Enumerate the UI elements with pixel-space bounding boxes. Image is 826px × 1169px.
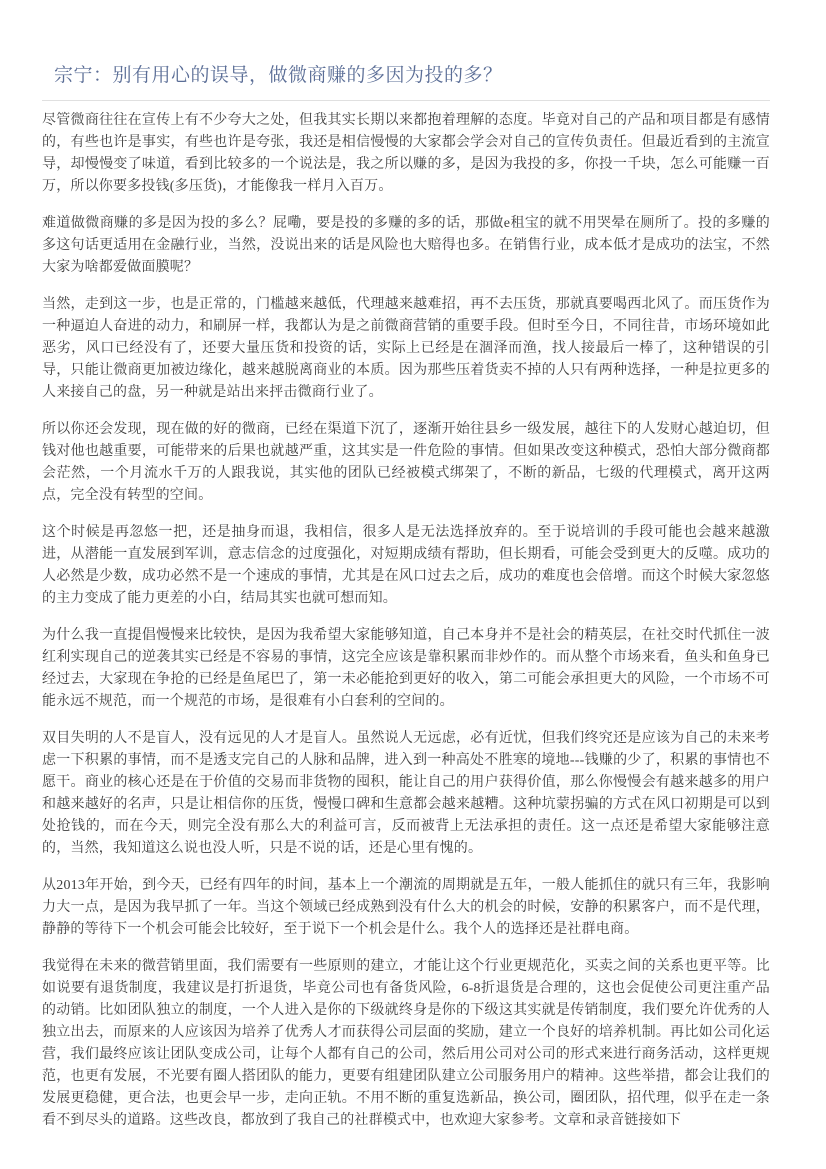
article-paragraph-3: 当然，走到这一步，也是正常的，门槛越来越低，代理越来越难招，再不去压货，那就真要喝西北风了。而压货作为一种逼迫人奋进的动力，和刷屏一样，我都认为是之前微商营销的重要手段。但时至今日，不同往昔，市场环境如此恶劣，风口已经没有了，还要大量压货和投资的话，实际上已经是在涸泽而渔，找人接最后一棒了，这种错误的引导，只能让微商更加被边缘化，越来越脱离商业的本质。因为那些压着货卖不掉的人只有两种选择，一种是拉更多的人来接自己的盘，另一种就是站出来抨击微商行业了。	[42, 297, 770, 400]
article-paragraph-9: 我觉得在未来的微营销里面，我们需要有一些原则的建立，才能让这个行业更规范化，买卖之间的关系也更平等。比如说要有退货制度，我建议是打折退货，毕竟公司也有备货风险，6-8折退货是合理的，这也会促使公司更注重产品的动销。比如团队独立的制度，一个人进入是你的下级就终身是你的下级这其实就是传销制度，我们要允许优秀的人独立出去，而原来的人应该因为培养了优秀人才而获得公司层面的奖励，建立一个良好的培养机制。再比如公司化运营，我们最终应该让团队变成公司，让每个人都有自己的公司，然后用公司对公司的形式来进行商务活动，这样更规范，也更有发展，不光要有圈人搭团队的能力，更要有组建团队建立公司服务用户的精神。这些举措，都会让我们的发展更稳健，更合法，也更会早一步，走向正轨。不用不断的重复选新品，换公司，圈团队，招代理，似乎在走一条看不到尽头的道路。这些改良，都放到了我自己的社群模式中，也欢迎大家参考。文章和录音链接如下	[42, 959, 770, 1128]
article-paragraph-5: 这个时候是再忽悠一把，还是抽身而退，我相信，很多人是无法选择放弃的。至于说培训的手段可能也会越来越激进，从潜能一直发展到军训，意志信念的过度强化，对短期成绩有帮助，但长期看，可能会受到更大的反噬。成功的人必然是少数，成功必然不是一个速成的事情，尤其是在风口过去之后，成功的难度也会倍增。而这个时候大家忽悠的主力变成了能力更差的小白，结局其实也就可想而知。	[42, 525, 770, 606]
article-paragraph-4: 所以你还会发现，现在做的好的微商，已经在渠道下沉了，逐渐开始往县乡一级发展，越往下的人发财心越迫切，但钱对他也越重要，可能带来的后果也就越严重，这其实是一件危险的事情。但如果改变这种模式，恐怕大部分微商都会茫然，一个月流水千万的人跟我说，其实他的团队已经被模式绑架了，不断的新品，七级的代理模式，离开这两点，完全没有转型的空间。	[42, 422, 770, 503]
article-title: 宗宁：别有用心的误导，做微商赚的多因为投的多？	[54, 65, 503, 86]
article-paragraph-8: 从2013年开始，到今天，已经有四年的时间，基本上一个潮流的周期就是五年，一般人能抓住的就只有三年，我影响力大一点，是因为我早抓了一年。当这个领域已经成熟到没有什么大的机会的时候，安静的积累客户，而不是代理，静静的等待下一个机会可能会比较好，至于说下一个机会是什么。我个人的选择还是社群电商。	[42, 878, 770, 937]
article-body	[42, 101, 770, 1132]
article-paragraph-1: 尽管微商往往在宣传上有不少夸大之处，但我其实长期以来都抱着理解的态度。毕竟对自己的产品和项目都是有感情的，有些也许是事实，有些也许是夸张，我还是相信慢慢的大家都会学会对自己的宣传负责任。但最近看到的主流宣导，却慢慢变了味道，看到比较多的一个说法是，我之所以赚的多，是因为我投的多，你投一千块，怎么可能赚一百万，所以你要多投钱(多压货)，才能像我一样月入百万。	[42, 113, 770, 194]
article-paragraph-6: 为什么我一直提倡慢慢来比较快，是因为我希望大家能够知道，自己本身并不是社会的精英层，在社交时代抓住一波红利实现自己的逆袭其实已经是不容易的事情，这完全应该是靠积累而非炒作的。而从整个市场来看，鱼头和鱼身已经过去，大家现在争抢的已经是鱼尾巴了，第一未必能抢到更好的收入，第二可能会承担更大的风险，一个市场不可能永远不规范，而一个规范的市场，是很难有小白套利的空间的。	[42, 628, 770, 709]
article-paragraph-7: 双目失明的人不是盲人，没有远见的人才是盲人。虽然说人无远虑，必有近忧，但我们终究还是应该为自己的未来考虑一下积累的事情，而不是透支完自己的人脉和品牌，进入到一种高处不胜寒的境地---钱赚的少了，积累的事情也不愿干。商业的核心还是在于价值的交易而非货物的囤积，能让自己的用户获得价值，那么你慢慢会有越来越多的用户和越来越好的名声，只是让相信你的压货，慢慢口碑和生意都会越来越糟。这种坑蒙拐骗的方式在风口初期是可以到处抢钱的，而在今天，则完全没有那么大的利益可言，反而被背上无法承担的责任。这一点还是希望大家能够注意的，当然，我知道这么说也没人听，只是不说的话，还是心里有愧的。	[42, 731, 770, 856]
article-paragraph-2: 难道做微商赚的多是因为投的多么？屁嘞，要是投的多赚的多的话，那做e租宝的就不用哭晕在厕所了。投的多赚的多这句话更适用在金融行业，当然，没说出来的话是风险也大赔得也多。在销售行业，成本低才是成功的法宝，不然大家为啥都爱做面膜呢？	[42, 216, 770, 275]
